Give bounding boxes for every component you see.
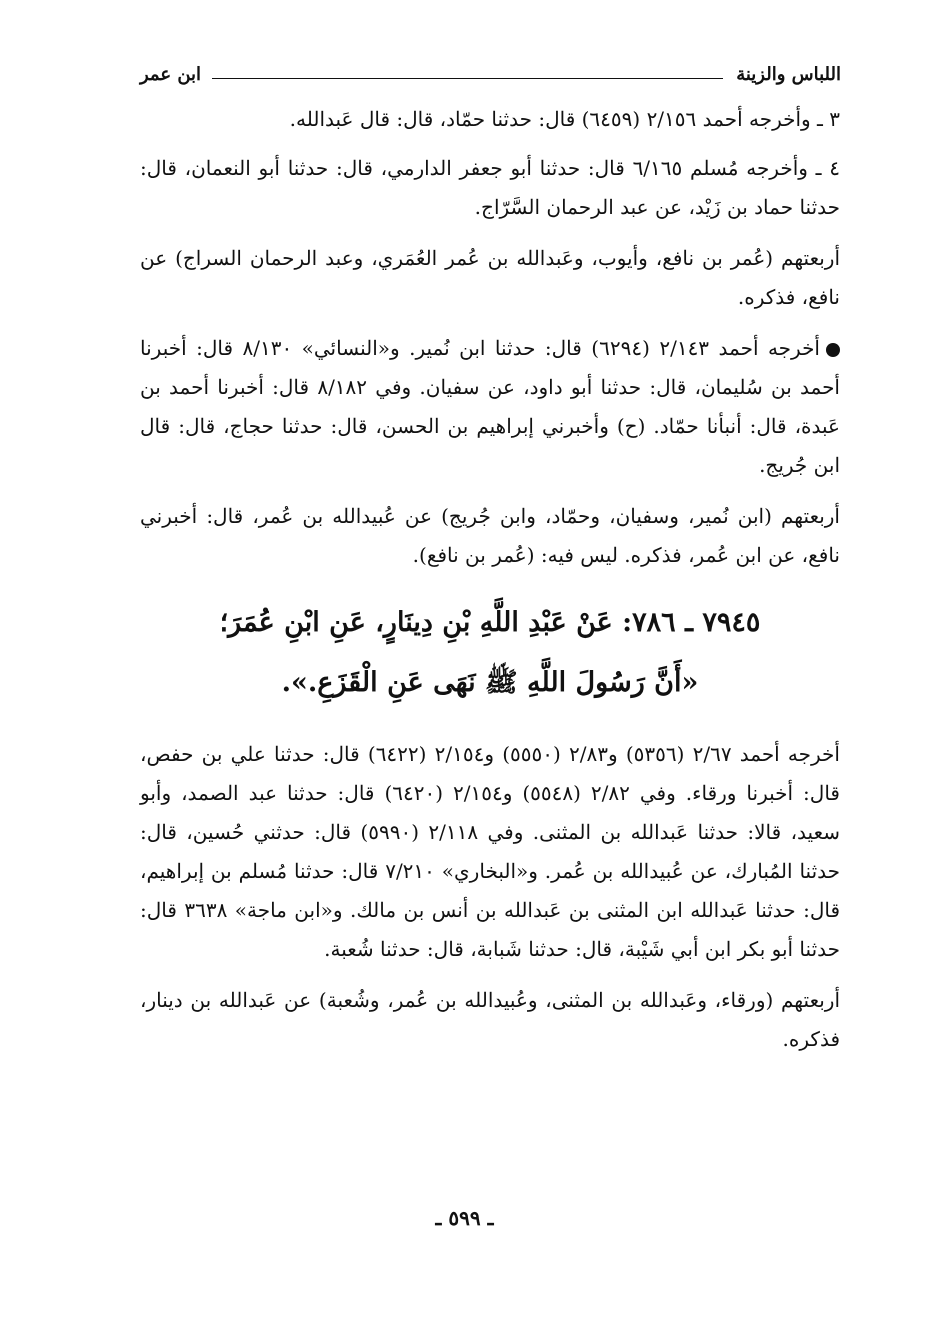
header-rule: [212, 78, 723, 79]
paragraph: أخرجه أحمد ٢/٦٧ (٥٣٥٦) و٢/٨٣ (٥٥٥٠) و٢/١٥٤ (٦٤٢٢) قال: حدثنا علي بن حفص، قال: أخبرنا ورقاء. وفي ٢/٨٢ (٥٥٤٨) و٢/١٥٤ (٦٤٢٠) قال: حدثنا عبد الصمد، وأبو سعيد، قالا: حدثنا عَبدالله بن المثنى. وفي ٢/١١٨ (٥٩٩٠) قال: حدثني حُسين، قال: حدثنا المُبارك، عن عُبيدالله بن عُمر. و«البخاري» ٧/٢١٠ قال: حدثنا مُسلم بن إبراهيم، قال: حدثنا عَبدالله ابن المثنى بن عَبدالله بن أنس بن مالك. و«ابن ماجة» ٣٦٣٨ قال: حدثنا أبو بكر ابن أبي شَيْبة، قال: حدثنا شَبابة، قال: حدثنا شُعبة.: [140, 742, 841, 961]
main-text: [140, 100, 840, 1071]
paragraph: ٤ ـ وأخرجه مُسلم ٦/١٦٥ قال: حدثنا أبو جعفر الدارمي، قال: حدثنا أبو النعمان، قال: حدثنا حماد بن زَيْد، عن عبد الرحمان السَّرّاج.: [140, 156, 840, 219]
paragraph: أربعتهم (ورقاء، وعَبدالله بن المثنى، وعُبيدالله بن عُمر، وشُعبة) عن عَبدالله بن دينار، فذكره.: [140, 988, 840, 1051]
running-header: [140, 64, 841, 90]
paragraph: أربعتهم (عُمر بن نافع، وأيوب، وعَبدالله بن عُمر العُمَري، وعبد الرحمان السراج) عن نافع، فذكره.: [140, 246, 840, 309]
bullet-icon: [826, 343, 840, 357]
paragraph: ٣ ـ وأخرجه أحمد ٢/١٥٦ (٦٤٥٩) قال: حدثنا حمّاد، قال: قال عَبدالله.: [289, 107, 840, 131]
hadith-text: [140, 593, 840, 713]
hadith-line: ٧٩٤٥ ـ ٧٨٦: عَنْ عَبْدِ اللَّهِ بْنِ دِينَارٍ، عَنِ ابْنِ عُمَرَ؛: [219, 607, 761, 638]
narrator-name: ابن عمر: [140, 64, 202, 85]
paragraph: أربعتهم (ابن نُمير، وسفيان، وحمّاد، وابن جُريج) عن عُبيدالله بن عُمر، قال: أخبرني نافع، عن ابن عُمر، فذكره. ليس فيه: (عُمر بن نافع).: [140, 504, 840, 567]
chapter-title: اللباس والزينة: [736, 64, 841, 85]
paragraph-text: أخرجه أحمد ٢/١٤٣ (٦٢٩٤) قال: حدثنا ابن نُمير. و«النسائي» ٨/١٣٠ قال: أخبرنا أحمد بن سُليمان، قال: حدثنا أبو داود، عن سفيان. وفي ٨/١٨٢ قال: أخبرنا أحمد بن عَبدة، قال: أنبأنا حمّاد. (ح) وأخبرني إبراهيم بن الحسن، قال: حدثنا حجاج، قال: قال ابن جُريج.: [140, 336, 840, 477]
page-number: ـ ٥٩٩ ـ: [435, 1206, 494, 1230]
paragraph-with-bullet: [140, 329, 840, 485]
hadith-line: «أَنَّ رَسُولَ اللَّهِ ﷺ نَهَى عَنِ الْقَزَعِ.».: [281, 667, 699, 698]
